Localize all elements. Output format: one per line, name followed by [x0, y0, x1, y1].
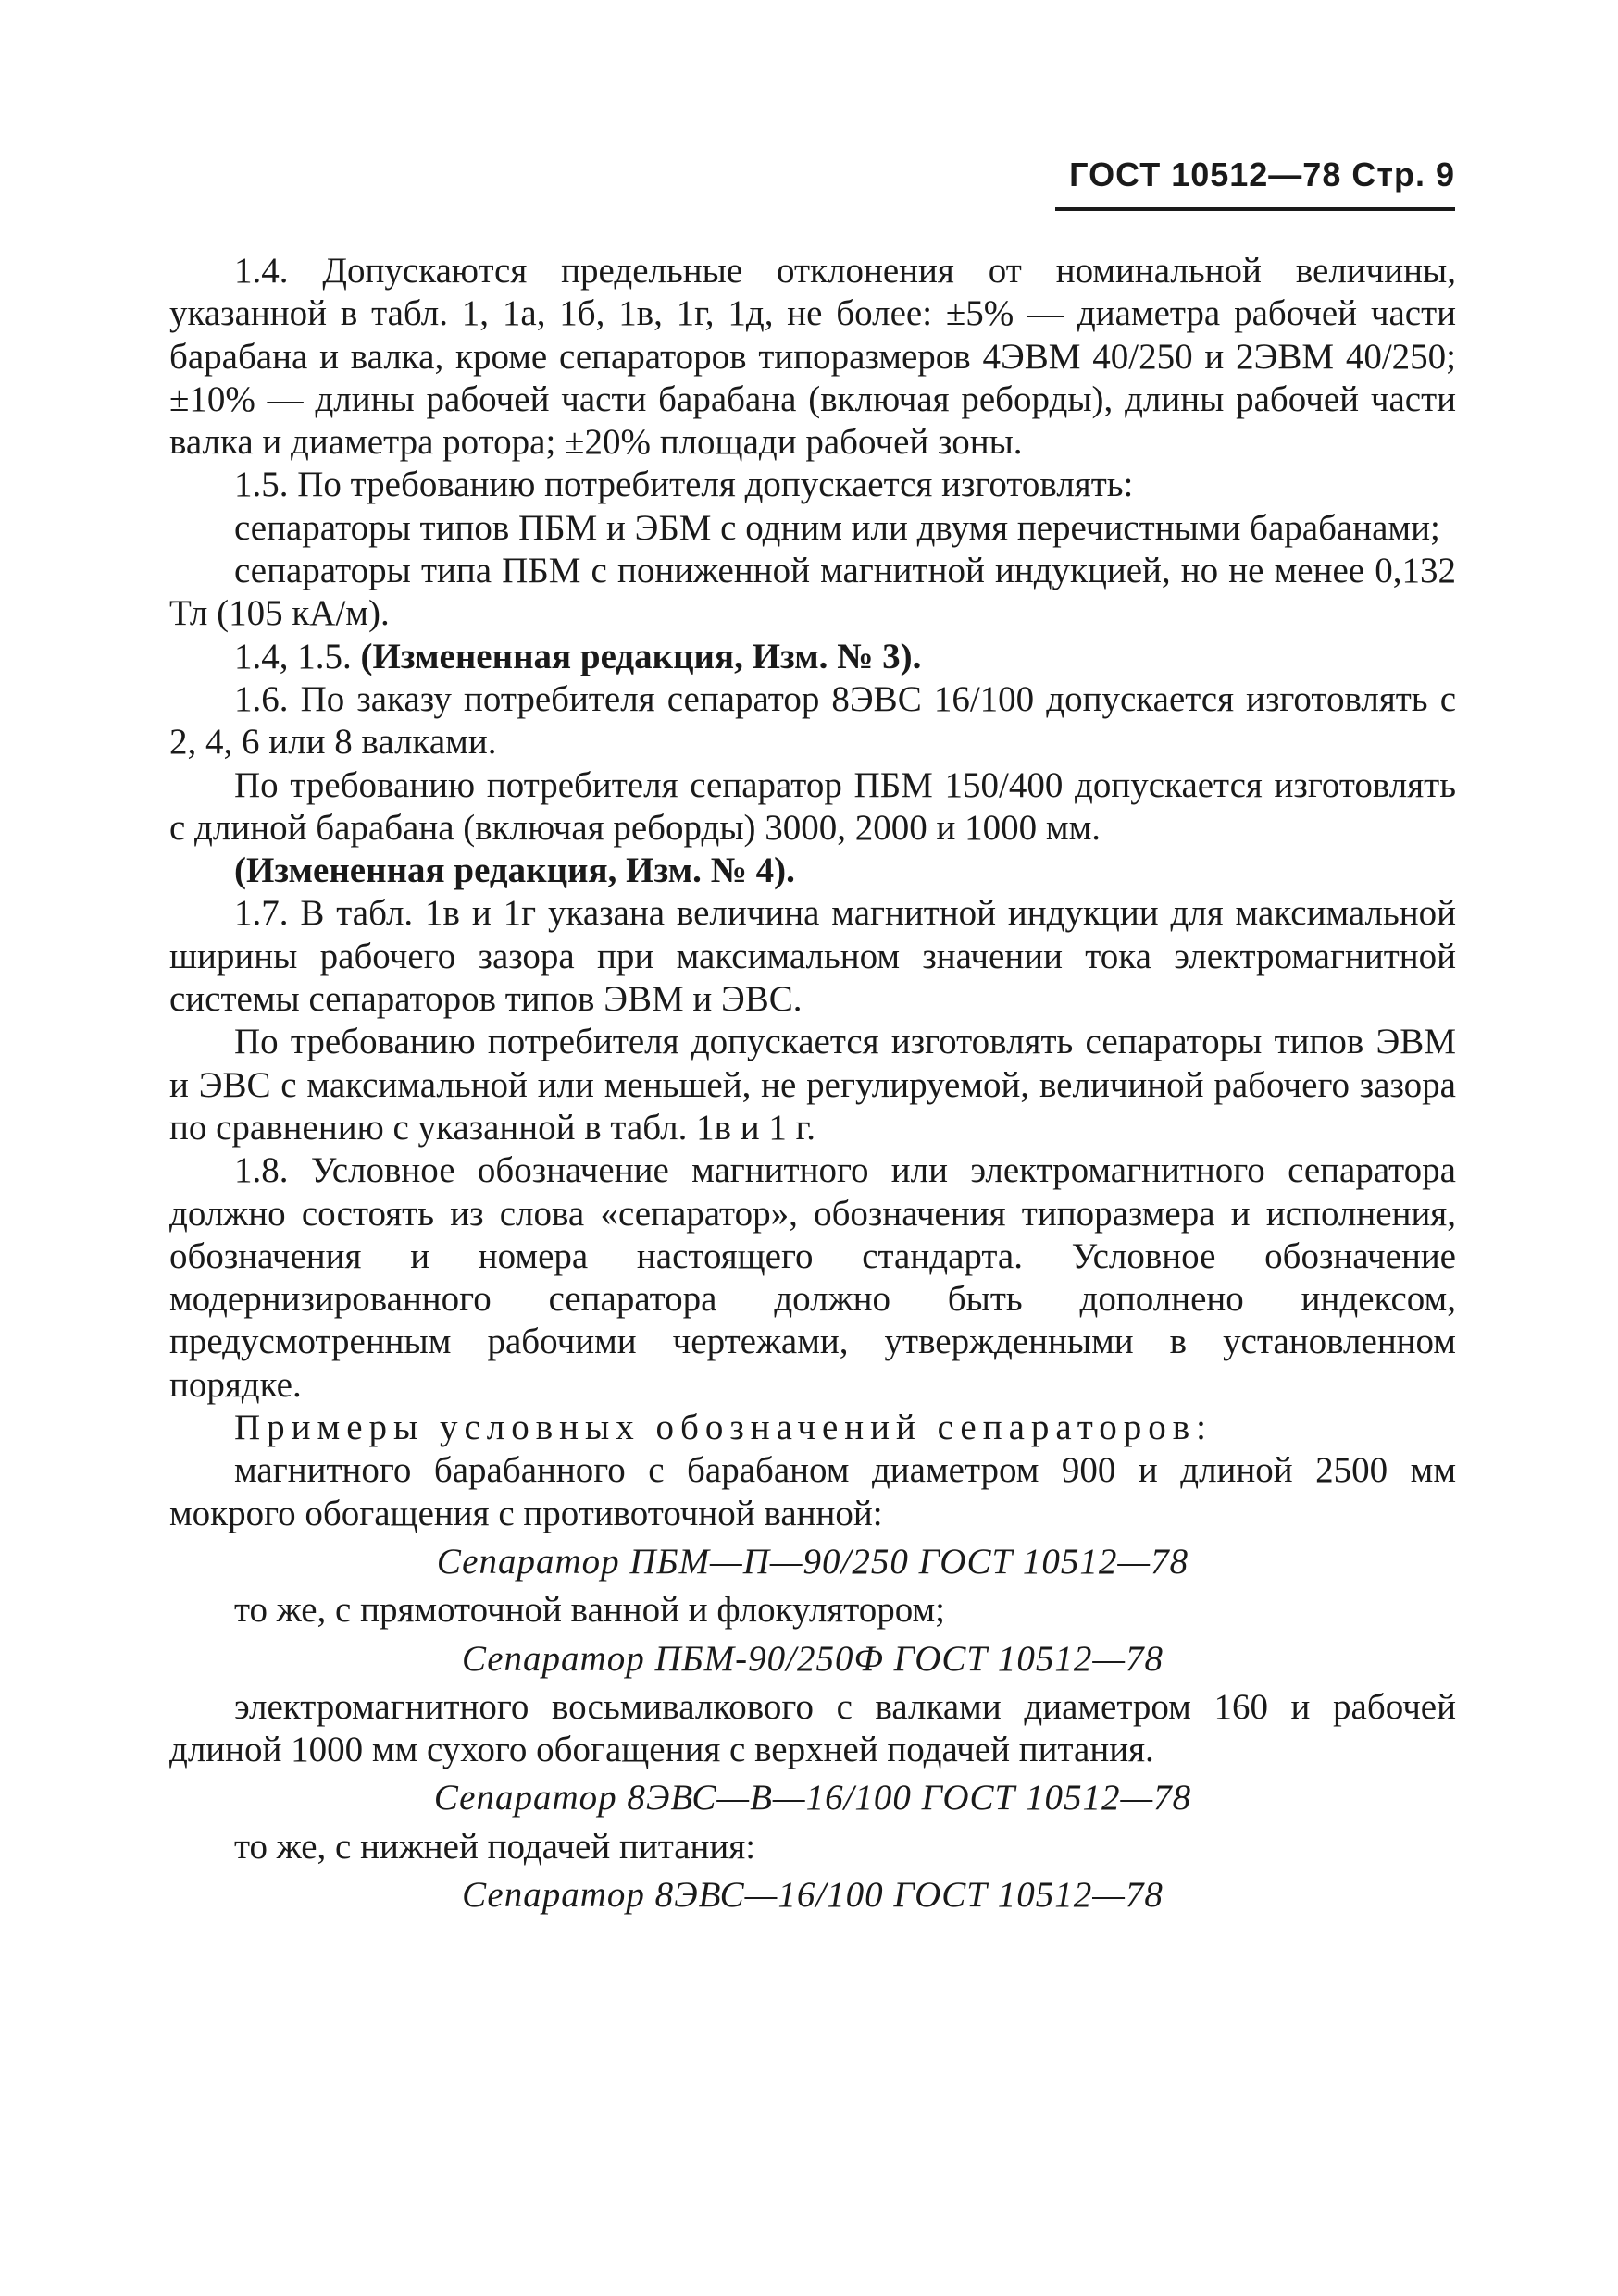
clause-1-7: 1.7. В табл. 1в и 1г указана величина магнитной индукции для максимальной ширины рабочего зазора при максимальном значении тока электромагнитной системы сепараторов типов ЭВМ и ЭВС. [169, 893, 1456, 1020]
example-3-designation: Сепаратор 8ЭВС—В—16/100 ГОСТ 10512—78 [433, 1778, 1192, 1818]
amendment-note-3 [169, 636, 1456, 678]
clause-1-6-extra: По требованию потребителя сепаратор ПБМ 150/400 допускается изготовлять с длиной барабана (включая реборды) 3000, 2000 и 1000 мм. [169, 764, 1456, 848]
amendment-note-4: (Измененная редакция, Изм. № 4). [234, 850, 795, 891]
example-4-designation: Сепаратор 8ЭВС—16/100 ГОСТ 10512—78 [462, 1874, 1164, 1915]
document-body [169, 250, 1456, 1922]
example-1-description: магнитного барабанного с барабаном диаметром 900 и длиной 2500 мм мокрого обогащения с противоточной ванной: [169, 1450, 1456, 1533]
clause-1-5-item-1: сепараторы типов ПБМ и ЭБМ с одним или двумя перечистными барабанами; [234, 507, 1440, 548]
clause-1-8: 1.8. Условное обозначение магнитного или электромагнитного сепаратора должно состоять из слова «сепаратор», обозначения типоразмера и исполнения, обозначения и номера настоящего стандарта. Условное обозначение модернизированного сепаратора должно быть дополнено индексом, предусмотренным рабочими чертежами, утвержденными в установленном порядке. [169, 1150, 1456, 1405]
clause-1-5-item-2: сепараторы типа ПБМ с пониженной магнитной индукцией, но не менее 0,132 Тл (105 кА/м). [169, 551, 1456, 634]
example-2-designation: Сепаратор ПБМ-90/250Ф ГОСТ 10512—78 [461, 1638, 1164, 1679]
clause-1-4: 1.4. Допускаются предельные отклонения от номинальной величины, указанной в табл. 1, 1а, 1б, 1в, 1г, 1д, не более: ±5% — диаметра рабочей части барабана и валка, кроме сепараторов типоразмеров 4ЭВМ 40/250 и 2ЭВМ 40/250; ±10% — длины рабочей части барабана (включая реборды), длины рабочей части валка и диаметра ротора; ±20% площади рабочей зоны. [169, 251, 1456, 463]
amendment-note-3-ref: 1.4, 1.5. [234, 636, 361, 676]
page-header: ГОСТ 10512—78 Стр. 9 [1055, 155, 1455, 211]
clause-1-7-extra: По требованию потребителя допускается изготовлять сепараторы типов ЭВМ и ЭВС с максимальной или меньшей, не регулируемой, величиной рабочего зазора по сравнению с указанной в табл. 1в и 1 г. [169, 1022, 1456, 1148]
example-4-description: то же, с нижней подачей питания: [234, 1826, 756, 1867]
amendment-note-3-text: (Измененная редакция, Изм. № 3). [360, 636, 922, 676]
clause-1-5: 1.5. По требованию потребителя допускается изготовлять: [234, 465, 1134, 505]
example-1-designation: Сепаратор ПБМ—П—90/250 ГОСТ 10512—78 [436, 1541, 1189, 1582]
example-3-description: электромагнитного восьмивалкового с валками диаметром 160 и рабочей длиной 1000 мм сухого обогащения с верхней подачей питания. [169, 1686, 1456, 1770]
clause-1-6: 1.6. По заказу потребителя сепаратор 8ЭВС 16/100 допускается изготовлять с 2, 4, 6 или 8 валками. [169, 678, 1456, 763]
example-2-description: то же, с прямоточной ванной и флокулятором; [234, 1590, 946, 1631]
examples-heading: Примеры условных обозначений сепараторов: [234, 1408, 1214, 1448]
